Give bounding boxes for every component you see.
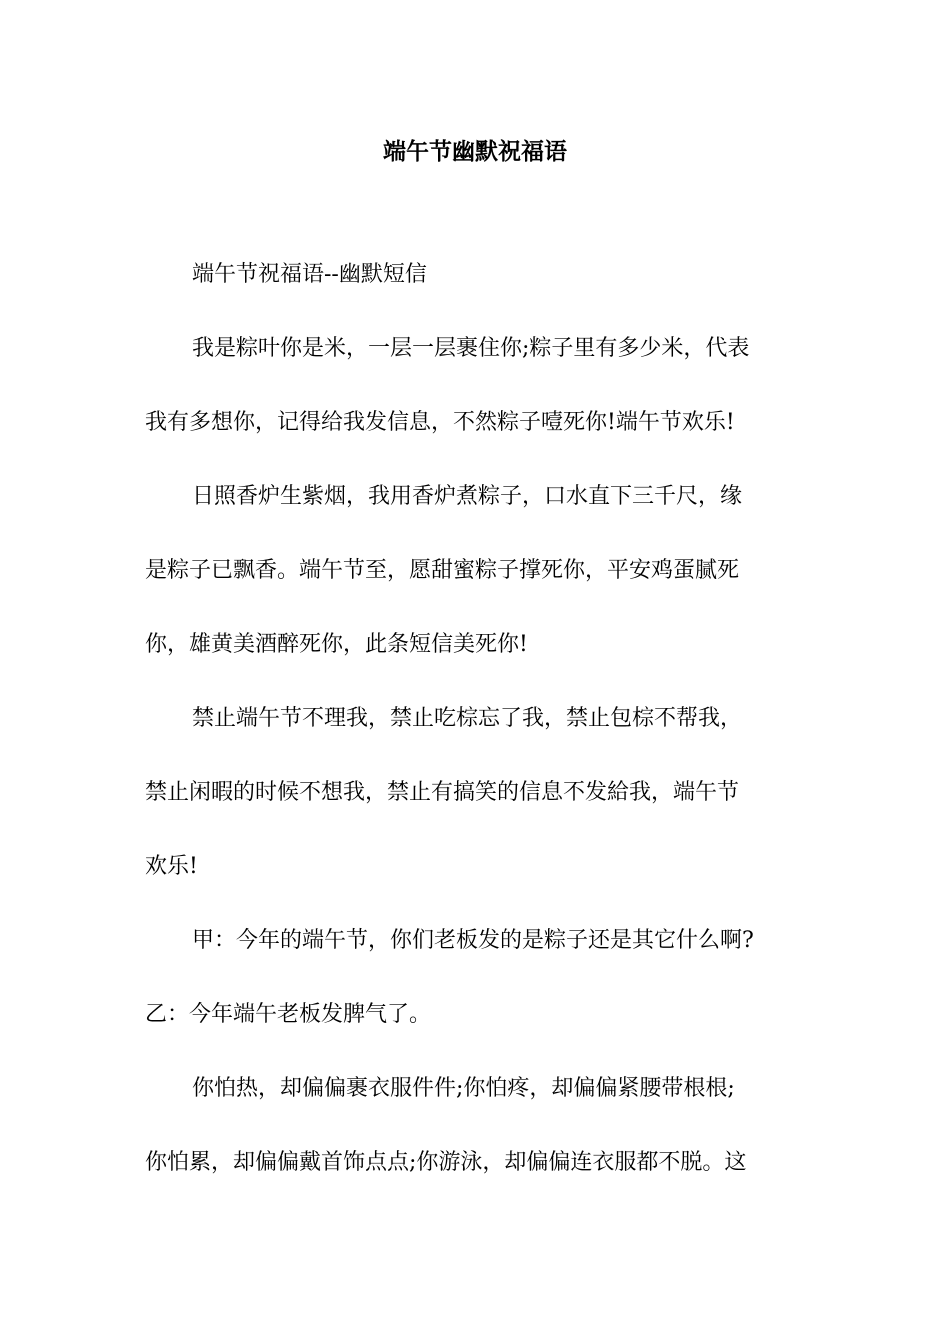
text-line-subtitle: 端午节祝福语--幽默短信 (192, 262, 427, 287)
text-line: 甲：今年的端午节，你们老板发的是粽子还是其它什么啊? (192, 928, 754, 953)
text-line: 我有多想你，记得给我发信息，不然粽子噎死你!端午节欢乐! (145, 410, 735, 435)
document-title: 端午节幽默祝福语 (383, 138, 567, 165)
text-line: 日照香炉生紫烟，我用香炉煮粽子，口水直下三千尺，缘 (192, 484, 743, 509)
document-body (145, 238, 810, 1200)
text-line: 你，雄黄美酒醉死你，此条短信美死你! (145, 632, 528, 657)
text-line: 是粽子已飘香。端午节至，愿甜蜜粽子撑死你，平安鸡蛋腻死 (145, 558, 740, 583)
text-line: 禁止端午节不理我，禁止吃棕忘了我，禁止包棕不帮我， (192, 706, 743, 731)
text-line: 我是粽叶你是米，一层一层裹住你;粽子里有多少米，代表 (192, 336, 750, 361)
text-line: 乙：今年端午老板发脾气了。 (145, 1002, 432, 1027)
text-line: 禁止闲暇的时候不想我，禁止有搞笑的信息不发給我，端午节 (145, 780, 740, 805)
text-line: 你怕热，却偏偏裹衣服件件;你怕疼，却偏偏紧腰带根根; (192, 1076, 735, 1101)
text-line: 你怕累，却偏偏戴首饰点点;你游泳，却偏偏连衣服都不脱。这 (145, 1150, 747, 1175)
text-line: 欢乐! (145, 854, 198, 879)
